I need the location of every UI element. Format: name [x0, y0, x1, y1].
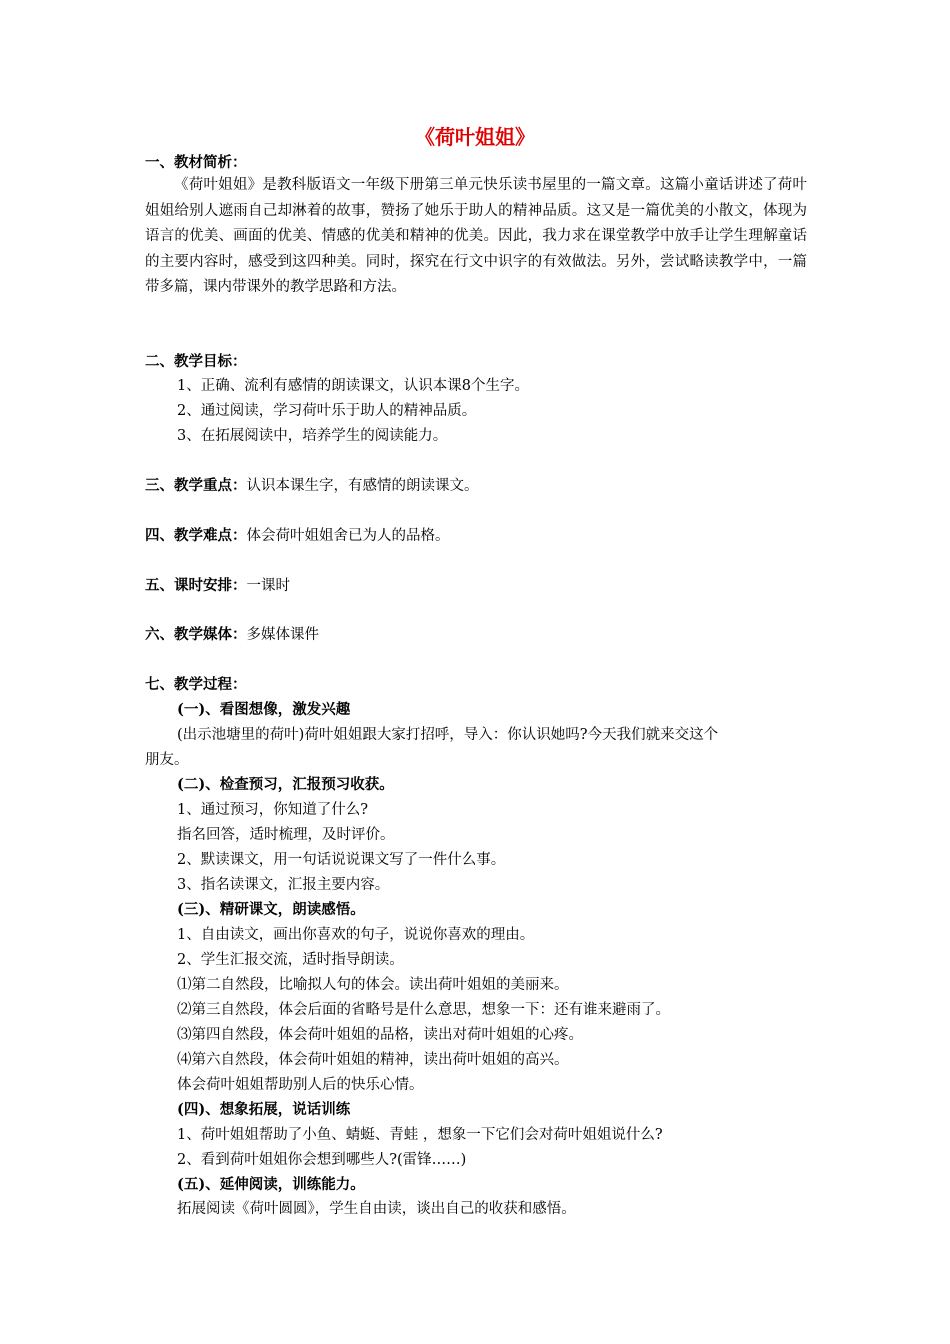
process-text: 朋友。: [145, 752, 189, 768]
goal-item: 2、通过阅读，学习荷叶乐于助人的精神品质。: [177, 403, 477, 419]
process-step-heading: (三)、精研课文，朗读感悟。: [177, 901, 365, 918]
process-text: (出示池塘里的荷叶)荷叶姐姐跟大家打招呼，导入：你认识她吗?今天我们就来交这个: [177, 727, 719, 743]
section-heading-analysis: 一、教材简析：: [145, 154, 247, 171]
goal-item: 1、正确、流利有感情的朗读课文，认识本课8个生字。: [177, 378, 529, 394]
difficulty-line: [145, 524, 450, 548]
process-text: 2、默读课文，用一句话说说课文写了一件什么事。: [177, 852, 506, 868]
section-heading-key-points: 三、教学重点：: [145, 477, 247, 494]
process-step-heading: (四)、想象拓展，说话训练: [177, 1101, 351, 1118]
process-step-heading: (一)、看图想像，激发兴趣: [177, 701, 351, 718]
process-text: 2、学生汇报交流，适时指导朗读。: [177, 952, 404, 968]
section-heading-process: 七、教学过程：: [145, 676, 247, 693]
section-heading-schedule: 五、课时安排：: [145, 577, 247, 594]
schedule-line: [145, 574, 290, 598]
process-text: ⑷第六自然段，体会荷叶姐姐的精神，读出荷叶姐姐的高兴。: [177, 1052, 569, 1068]
key-points-line: [145, 474, 479, 498]
process-text: 指名回答，适时梳理，及时评价。: [177, 827, 395, 843]
document-title: 《荷叶姐姐》: [415, 125, 535, 149]
process-text: 1、荷叶姐姐帮助了小鱼、蜻蜓、青蛙 ，想象一下它们会对荷叶姐姐说什么?: [177, 1127, 663, 1143]
media-line: [145, 623, 319, 647]
media-text: 多媒体课件: [246, 627, 319, 643]
process-step-heading: (二)、检查预习，汇报预习收获。: [177, 776, 394, 793]
section-heading-difficulty: 四、教学难点：: [145, 527, 247, 544]
analysis-paragraph: 《荷叶姐姐》是教科版语文一年级下册第三单元快乐读书屋里的一篇文章。这篇小童话讲述了荷叶姐姐给别人遮雨自己却淋着的故事，赞扬了她乐于助人的精神品质。这又是一篇优美的小散文，体现为语言的优美、画面的优美、情感的优美和精神的优美。因此，我力求在课堂教学中放手让学生理解童话的主要内容时，感受到这四种美。同时，探究在行文中识字的有效做法。另外，尝试略读教学中，一篇带多篇，课内带课外的教学思路和方法。: [145, 177, 807, 295]
section-heading-media: 六、教学媒体：: [145, 626, 247, 643]
schedule-text: 一课时: [246, 578, 290, 594]
process-text: 体会荷叶姐姐帮助别人后的快乐心情。: [177, 1077, 424, 1093]
process-text: 3、指名读课文，汇报主要内容。: [177, 877, 390, 893]
section-heading-goals: 二、教学目标：: [145, 353, 247, 370]
key-points-text: 认识本课生字，有感情的朗读课文。: [246, 478, 479, 494]
process-text: 2、看到荷叶姐姐你会想到哪些人?(雷锋……): [177, 1152, 467, 1168]
difficulty-text: 体会荷叶姐姐舍已为人的品格。: [246, 528, 450, 544]
process-text: 拓展阅读《荷叶圆圆》，学生自由读，谈出自己的收获和感悟。: [177, 1201, 576, 1217]
process-text: ⑶第四自然段，体会荷叶姐姐的品格，读出对荷叶姐姐的心疼。: [177, 1027, 583, 1043]
process-text: 1、通过预习，你知道了什么?: [177, 802, 368, 818]
process-text: 1、自由读文，画出你喜欢的句子，说说你喜欢的理由。: [177, 927, 535, 943]
process-step-heading: (五)、延伸阅读，训练能力。: [177, 1176, 365, 1193]
goal-item: 3、在拓展阅读中，培养学生的阅读能力。: [177, 428, 448, 444]
process-text: ⑵第三自然段，体会后面的省略号是什么意思，想象一下：还有谁来避雨了。: [177, 1002, 670, 1018]
process-text: ⑴第二自然段，比喻拟人句的体会。读出荷叶姐姐的美丽来。: [177, 977, 569, 993]
